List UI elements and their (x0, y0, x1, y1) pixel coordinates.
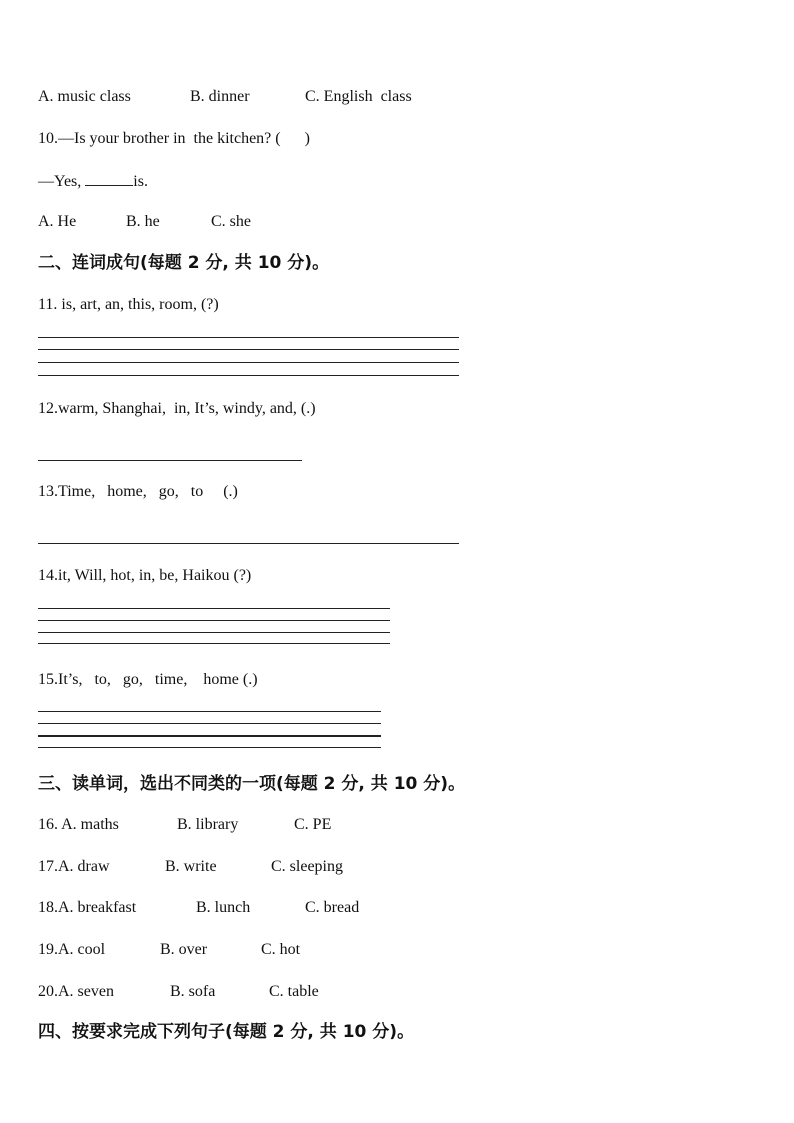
q15-answer-line[interactable] (38, 735, 381, 737)
q20-option-c: C. table (269, 983, 319, 1000)
q10-option-a: A. He (38, 213, 77, 230)
q17-option-b: B. write (165, 858, 217, 875)
q15-prompt: 15.It’s, to, go, time, home (.) (38, 671, 258, 688)
q14-prompt: 14.it, Will, hot, in, be, Haikou (?) (38, 567, 252, 584)
q17-option-c: C. sleeping (271, 858, 343, 875)
q18-option-a: 18.A. breakfast (38, 899, 137, 916)
section-2-heading: 二、连词成句(每题 2 分, 共 10 分)。 (38, 253, 330, 273)
q10-reply-end: is. (133, 173, 148, 190)
q14-answer-line[interactable] (38, 632, 390, 633)
q13-answer-line[interactable] (38, 543, 459, 544)
q15-answer-line[interactable] (38, 711, 381, 712)
q9-option-a: A. music class (38, 88, 131, 105)
q15-answer-line[interactable] (38, 723, 381, 724)
q11-answer-line[interactable] (38, 362, 459, 363)
q15-answer-line[interactable] (38, 747, 381, 748)
q17-option-a: 17.A. draw (38, 858, 110, 875)
q16-option-b: B. library (177, 816, 239, 833)
q10-option-b: B. he (126, 213, 160, 230)
q16-option-c: C. PE (294, 816, 332, 833)
q13-prompt: 13.Time, home, go, to (.) (38, 483, 238, 500)
q11-answer-line[interactable] (38, 375, 459, 376)
q9-option-b: B. dinner (190, 88, 250, 105)
q10-question: 10.—Is your brother in the kitchen? ( ) (38, 130, 310, 147)
q14-answer-line[interactable] (38, 608, 390, 609)
q16-option-a: 16. A. maths (38, 816, 119, 833)
q19-option-a: 19.A. cool (38, 941, 106, 958)
q18-option-b: B. lunch (196, 899, 251, 916)
q14-answer-line[interactable] (38, 643, 390, 644)
q10-reply-start: —Yes, (38, 173, 86, 190)
section-4-heading: 四、按要求完成下列句子(每题 2 分, 共 10 分)。 (38, 1022, 415, 1042)
q20-option-a: 20.A. seven (38, 983, 114, 1000)
q12-prompt: 12.warm, Shanghai, in, It’s, windy, and, (.) (38, 400, 316, 417)
q11-answer-line[interactable] (38, 349, 459, 350)
q19-option-c: C. hot (261, 941, 301, 958)
q14-answer-line[interactable] (38, 620, 390, 621)
q11-prompt: 11. is, art, an, this, room, (?) (38, 296, 219, 313)
q10-answer-blank[interactable] (85, 171, 133, 186)
q9-option-c: C. English class (305, 88, 412, 105)
section-3-heading: 三、读单词，选出不同类的一项(每题 2 分, 共 10 分)。 (38, 774, 466, 794)
q18-option-c: C. bread (305, 899, 360, 916)
q12-answer-line[interactable] (38, 460, 302, 461)
q11-answer-line[interactable] (38, 337, 459, 338)
q19-option-b: B. over (160, 941, 208, 958)
q20-option-b: B. sofa (170, 983, 216, 1000)
q10-reply (38, 171, 148, 192)
q10-option-c: C. she (211, 213, 251, 230)
